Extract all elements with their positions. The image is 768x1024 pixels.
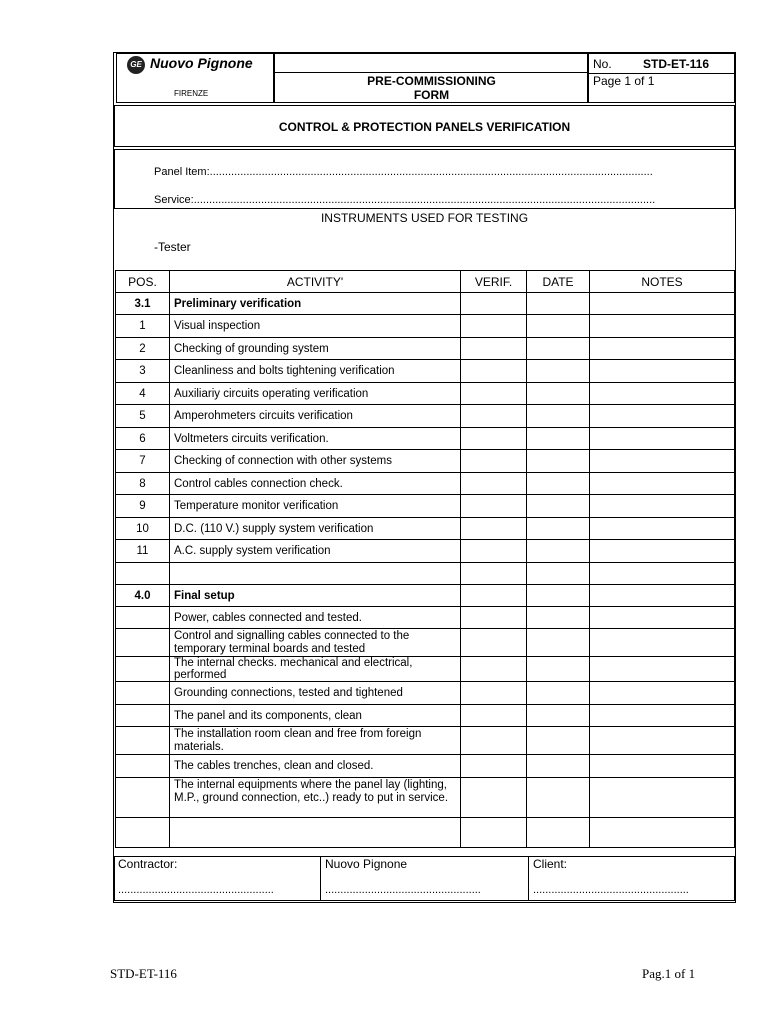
date-cell[interactable] (527, 293, 590, 315)
notes-cell[interactable] (590, 727, 735, 755)
activity-cell: The installation room clean and free from foreign materials. (170, 727, 461, 755)
activity-cell: Preliminary verification (170, 293, 461, 315)
verif-cell[interactable] (461, 293, 527, 315)
date-cell[interactable] (527, 405, 590, 428)
activity-cell: Auxiliariy circuits operating verification (170, 383, 461, 405)
verif-cell[interactable] (461, 473, 527, 495)
notes-cell[interactable] (590, 818, 735, 848)
nuovo-pignone-label: Nuovo Pignone (325, 857, 408, 871)
verif-cell[interactable] (461, 629, 527, 657)
notes-cell[interactable] (590, 705, 735, 727)
date-cell[interactable] (527, 778, 590, 818)
activity-cell: Power, cables connected and tested. (170, 607, 461, 629)
activity-cell: Final setup (170, 585, 461, 607)
contractor-label: Contractor: (118, 857, 178, 871)
table-row (116, 607, 735, 629)
notes-cell[interactable] (590, 405, 735, 428)
form-title-top-cell (274, 53, 588, 73)
notes-cell[interactable] (590, 682, 735, 705)
pos-cell: 1 (116, 315, 170, 338)
activity-table-body (116, 293, 735, 848)
date-cell[interactable] (527, 518, 590, 540)
company-name: Nuovo Pignone (150, 55, 253, 71)
activity-cell: A.C. supply system verification (170, 540, 461, 563)
activity-cell: The panel and its components, clean (170, 705, 461, 727)
pos-cell (116, 727, 170, 755)
date-cell[interactable] (527, 360, 590, 383)
date-cell[interactable] (527, 540, 590, 563)
client-label: Client: (533, 857, 568, 871)
verif-cell[interactable] (461, 778, 527, 818)
table-row (116, 360, 735, 383)
pos-cell (116, 657, 170, 682)
date-cell[interactable] (527, 629, 590, 657)
notes-cell[interactable] (590, 585, 735, 607)
pos-cell: 2 (116, 338, 170, 360)
notes-cell[interactable] (590, 657, 735, 682)
doc-number-label: No. (593, 57, 612, 71)
verif-cell[interactable] (461, 360, 527, 383)
activity-table (115, 270, 735, 848)
notes-cell[interactable] (590, 495, 735, 518)
table-row (116, 727, 735, 755)
pos-cell: 9 (116, 495, 170, 518)
date-cell[interactable] (527, 755, 590, 778)
activity-cell: Voltmeters circuits verification. (170, 428, 461, 450)
activity-cell: Checking of grounding system (170, 338, 461, 360)
date-cell[interactable] (527, 450, 590, 473)
table-row (116, 755, 735, 778)
table-row (116, 383, 735, 405)
service-field[interactable]: Service:....................................................................................................................................................... (154, 194, 656, 206)
activity-cell: Visual inspection (170, 315, 461, 338)
instruments-heading: INSTRUMENTS USED FOR TESTING (320, 211, 529, 225)
notes-cell[interactable] (590, 473, 735, 495)
pos-cell: 3 (116, 360, 170, 383)
activity-cell: D.C. (110 V.) supply system verification (170, 518, 461, 540)
doc-number: STD-ET-116 (643, 57, 710, 71)
verif-cell[interactable] (461, 450, 527, 473)
verif-cell[interactable] (461, 727, 527, 755)
tester-label: -Tester (154, 240, 191, 254)
notes-cell[interactable] (590, 428, 735, 450)
date-cell[interactable] (527, 607, 590, 629)
verif-cell[interactable] (461, 405, 527, 428)
activity-cell: The internal checks. mechanical and electrical, performed (170, 657, 461, 682)
date-cell[interactable] (527, 727, 590, 755)
table-row (116, 428, 735, 450)
pos-cell (116, 778, 170, 818)
notes-cell[interactable] (590, 629, 735, 657)
notes-cell[interactable] (590, 778, 735, 818)
table-row (116, 818, 735, 848)
table-row (116, 585, 735, 607)
activity-cell: Cleanliness and bolts tightening verification (170, 360, 461, 383)
verif-cell[interactable] (461, 338, 527, 360)
verif-cell[interactable] (461, 682, 527, 705)
verif-cell[interactable] (461, 518, 527, 540)
pos-cell: 4.0 (116, 585, 170, 607)
col-pos: POS. (116, 271, 170, 293)
activity-cell: The cables trenches, clean and closed. (170, 755, 461, 778)
verif-cell[interactable] (461, 540, 527, 563)
panel-item-field[interactable]: Panel Item:................................................................................................................................................. (154, 166, 653, 178)
verif-cell[interactable] (461, 315, 527, 338)
notes-cell[interactable] (590, 563, 735, 585)
activity-cell: Temperature monitor verification (170, 495, 461, 518)
verif-cell[interactable] (461, 428, 527, 450)
col-notes: NOTES (590, 271, 735, 293)
table-row (116, 682, 735, 705)
table-row (116, 315, 735, 338)
footer-page: Pag.1 of 1 (642, 966, 696, 981)
date-cell[interactable] (527, 818, 590, 848)
date-cell[interactable] (527, 495, 590, 518)
form-title-line2: FORM (413, 88, 450, 102)
date-cell[interactable] (527, 705, 590, 727)
pos-cell (116, 563, 170, 585)
form-title-line1: PRE-COMMISSIONING (367, 74, 496, 88)
table-row (116, 778, 735, 818)
date-cell[interactable] (527, 563, 590, 585)
date-cell[interactable] (527, 383, 590, 405)
table-row (116, 705, 735, 727)
table-row (116, 495, 735, 518)
pos-cell (116, 755, 170, 778)
notes-cell[interactable] (590, 293, 735, 315)
pos-cell: 8 (116, 473, 170, 495)
date-cell[interactable] (527, 585, 590, 607)
pos-cell (116, 629, 170, 657)
date-cell[interactable] (527, 657, 590, 682)
date-cell[interactable] (527, 473, 590, 495)
pos-cell: 7 (116, 450, 170, 473)
ge-logo-icon: GE (127, 56, 145, 74)
verif-cell[interactable] (461, 563, 527, 585)
table-row (116, 450, 735, 473)
pos-cell: 5 (116, 405, 170, 428)
verif-cell[interactable] (461, 383, 527, 405)
client-signature-line[interactable]: ................................................... (533, 884, 689, 896)
notes-cell[interactable] (590, 755, 735, 778)
pos-cell: 11 (116, 540, 170, 563)
verif-cell[interactable] (461, 755, 527, 778)
activity-cell (170, 563, 461, 585)
date-cell[interactable] (527, 315, 590, 338)
col-date: DATE (527, 271, 590, 293)
verif-cell[interactable] (461, 607, 527, 629)
notes-cell[interactable] (590, 338, 735, 360)
pos-cell (116, 607, 170, 629)
verif-cell[interactable] (461, 657, 527, 682)
contractor-signature-line[interactable]: ................................................... (118, 884, 274, 896)
pos-cell: 3.1 (116, 293, 170, 315)
notes-cell[interactable] (590, 383, 735, 405)
col-verif: VERIF. (461, 271, 527, 293)
table-row (116, 405, 735, 428)
page-indicator: Page 1 of 1 (593, 74, 655, 88)
city-label: FIRENZE (174, 89, 209, 98)
activity-cell: Control and signalling cables connected to the temporary terminal boards and tested (170, 629, 461, 657)
activity-cell: Amperohmeters circuits verification (170, 405, 461, 428)
pos-cell (116, 682, 170, 705)
notes-cell[interactable] (590, 607, 735, 629)
table-row (116, 629, 735, 657)
table-row (116, 473, 735, 495)
date-cell[interactable] (527, 338, 590, 360)
notes-cell[interactable] (590, 315, 735, 338)
activity-cell: The internal equipments where the panel lay (lighting, M.P., ground connection, etc..) ready to put in service. (170, 778, 461, 818)
footer-doc-number: STD-ET-116 (110, 966, 177, 981)
table-row (116, 293, 735, 315)
activity-cell (170, 818, 461, 848)
notes-cell[interactable] (590, 540, 735, 563)
table-row (116, 563, 735, 585)
notes-cell[interactable] (590, 360, 735, 383)
verif-cell[interactable] (461, 585, 527, 607)
date-cell[interactable] (527, 682, 590, 705)
nuovo-pignone-signature-line[interactable]: ................................................... (325, 884, 481, 896)
activity-cell: Grounding connections, tested and tightened (170, 682, 461, 705)
table-row (116, 540, 735, 563)
col-activity: ACTIVITY' (170, 271, 461, 293)
table-header-row (116, 271, 735, 293)
table-row (116, 338, 735, 360)
date-cell[interactable] (527, 428, 590, 450)
pos-cell (116, 705, 170, 727)
table-row (116, 657, 735, 682)
form-title (276, 74, 587, 102)
pos-cell (116, 818, 170, 848)
table-row (116, 518, 735, 540)
pos-cell: 10 (116, 518, 170, 540)
verif-cell[interactable] (461, 705, 527, 727)
verif-cell[interactable] (461, 818, 527, 848)
activity-cell: Control cables connection check. (170, 473, 461, 495)
notes-cell[interactable] (590, 450, 735, 473)
page-title: CONTROL & PROTECTION PANELS VERIFICATION (278, 120, 571, 134)
verif-cell[interactable] (461, 495, 527, 518)
activity-cell: Checking of connection with other systems (170, 450, 461, 473)
notes-cell[interactable] (590, 518, 735, 540)
pos-cell: 6 (116, 428, 170, 450)
pos-cell: 4 (116, 383, 170, 405)
